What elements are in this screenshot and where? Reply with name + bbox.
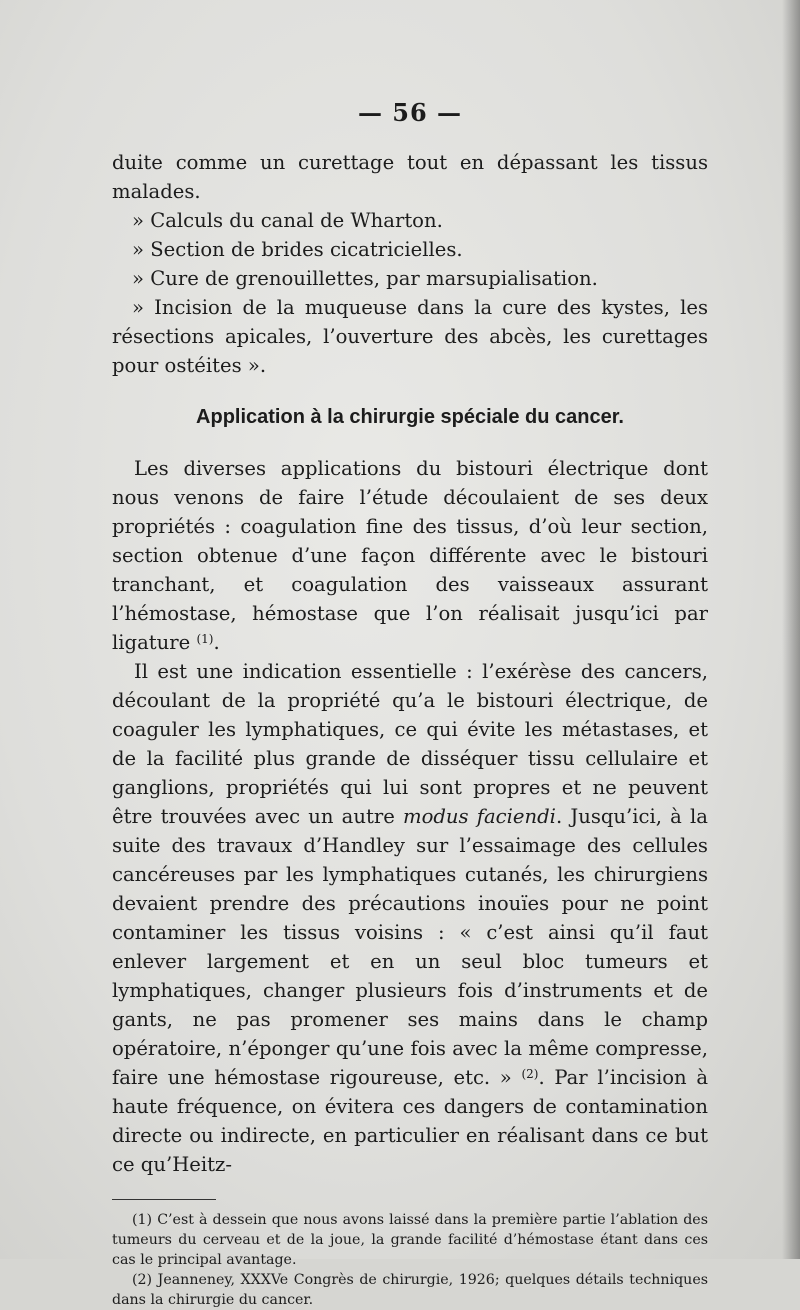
paragraph-2-part-3: . Par l’incision à haute fréquence, on évitera ces dangers de contamination directe ou indirecte, en particulier en réalisant dans ce but ce qu’Heitz- xyxy=(112,1066,709,1176)
paragraph-2 xyxy=(112,657,708,1179)
footnotes xyxy=(112,1210,708,1310)
page-number: — 56 — xyxy=(357,98,463,127)
footnote-1 xyxy=(112,1210,708,1270)
footnote-text: C’est à dessein que nous avons laissé dans la première partie l’ablation des tumeurs du cerveau et de la joue, la grande facilité d’hémostase étant dans ces cas le principal avantage. xyxy=(112,1212,708,1268)
footnote-text: Jeanneney, XXXVe Congrès de chirurgie, 1926; quelques détails techniques dans la chirurgie du cancer. xyxy=(112,1272,708,1308)
footnote-mark: (2) xyxy=(132,1272,153,1288)
paragraph-2-part-2: . Jusqu’ici, à la suite des travaux d’Handley sur l’essaimage des cellules cancéreuses par les lymphatiques cutanés, les chirurgiens devaient prendre des précautions inouïes pour ne point contaminer les tissus voisins : « c’est ainsi qu’il faut enlever largement et en un seul bloc tumeurs et lymphatiques, changer plusieurs fois d’instruments et de gants, ne pas promener ses mains dans le champ opératoire, n’éponger qu’une fois avec la même compresse, faire une hémostase rigoureuse, etc. » xyxy=(112,805,708,1089)
footnote-ref-1: (1) xyxy=(196,632,214,646)
footnote-divider xyxy=(112,1199,216,1200)
footnote-mark: (1) xyxy=(132,1212,153,1228)
paragraph-1-end: . xyxy=(213,631,220,654)
footnote-2 xyxy=(112,1270,708,1310)
section-heading: Application à la chirurgie spéciale du cancer. xyxy=(196,406,624,428)
continuation-line: » Calculs du canal de Wharton. xyxy=(132,209,443,232)
main-text xyxy=(112,454,708,1179)
paragraph-1 xyxy=(112,454,708,657)
footnote-ref-2: (2) xyxy=(521,1067,539,1081)
paragraph-2-italic: modus faciendi xyxy=(402,805,556,828)
continuation-line: » Incision de la muqueuse dans la cure des kystes, les résections apicales, l’ouverture des abcès, les curettages pour ostéites ». xyxy=(112,296,708,377)
page-content xyxy=(112,96,708,1310)
paragraph-2-part-1: Il est une indication essentielle : l’exérèse des cancers, découlant de la propriété qu’a le bistouri électrique, de coaguler les lymphatiques, ce qui évite les métastases, et de la facilité plus grande de disséquer tissu cellulaire et ganglions, propriétés qui lui sont propres et ne peuvent être trouvées avec un autre xyxy=(112,660,708,828)
continuation-line: » Cure de grenouillettes, par marsupialisation. xyxy=(132,267,598,290)
continuation-line: » Section de brides cicatricielles. xyxy=(132,238,463,261)
page-edge-shadow xyxy=(782,0,800,1259)
continuation-block xyxy=(112,148,708,380)
continuation-line: duite comme un curettage tout en dépassant les tissus malades. xyxy=(112,151,708,203)
paragraph-1-text: Les diverses applications du bistouri électrique dont nous venons de faire l’étude découlaient de ses deux propriétés : coagulation fine des tissus, d’où leur section, section obtenue d’une façon différente avec le bistouri tranchant, et coagulation des vaisseaux assurant l’hémostase, hémostase que l’on réalisait jusqu’ici par ligature xyxy=(112,457,708,654)
